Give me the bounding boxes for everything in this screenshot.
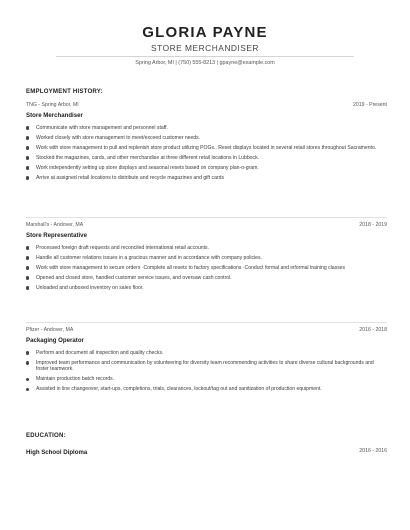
job-bullets bbox=[26, 245, 387, 291]
education-degree: High School Diploma bbox=[26, 449, 88, 456]
bullet-icon bbox=[26, 286, 29, 289]
bullet-item: Improved team performance and communication by volunteering for diversity team recommending activities to share diverse cultural backgrounds and foster teamwork. bbox=[26, 360, 387, 373]
candidate-title: STORE MERCHANDISER bbox=[151, 43, 259, 53]
bullet-icon bbox=[26, 378, 29, 381]
bullet-icon bbox=[26, 126, 29, 129]
bullet-icon bbox=[26, 146, 29, 149]
job-entry-pfizer bbox=[26, 327, 387, 396]
job-bullets bbox=[26, 350, 387, 393]
job-dates: 2018 - 2019 bbox=[359, 222, 387, 228]
bullet-icon bbox=[26, 266, 29, 269]
job-company: TNG - Spring Arbor, MI bbox=[26, 102, 79, 108]
job-company: Pfizer - Andover, MA bbox=[26, 327, 74, 333]
job-role: Packaging Operator bbox=[26, 337, 84, 344]
job-role: Store Merchandiser bbox=[26, 112, 83, 119]
bullet-item: Work independently setting up store displays and seasonal resets based on company plan-o-gram. bbox=[26, 165, 387, 171]
education-entry bbox=[26, 449, 387, 461]
bullet-icon bbox=[26, 166, 29, 169]
bullet-icon bbox=[26, 256, 29, 259]
bullet-icon bbox=[26, 176, 29, 179]
bullet-icon bbox=[26, 388, 29, 391]
bullet-icon bbox=[26, 361, 29, 364]
job-divider bbox=[26, 217, 387, 218]
job-entry-marshalls bbox=[26, 222, 387, 295]
bullet-icon bbox=[26, 136, 29, 139]
job-company: Marshall's - Andover, MA bbox=[26, 222, 84, 228]
job-role: Store Representative bbox=[26, 232, 87, 239]
bullet-item: Communicate with store management and personnel staff. bbox=[26, 125, 387, 131]
bullet-item: Processed foreign draft requests and reconciled international retail accounts. bbox=[26, 245, 387, 251]
education-heading: EDUCATION: bbox=[26, 432, 66, 439]
bullet-item: Worked closely with store management to meet/exceed customer needs. bbox=[26, 135, 387, 141]
employment-heading: EMPLOYMENT HISTORY: bbox=[26, 88, 103, 95]
job-bullets bbox=[26, 125, 387, 181]
bullet-item: Perform and document all inspection and quality checks. bbox=[26, 350, 387, 356]
bullet-item: Maintain production batch records. bbox=[26, 376, 387, 382]
bullet-item: Work with store management to pull and replenish store product utilizing POGs.. Reset displays located in several retail stores throughout Sacramento. bbox=[26, 145, 387, 151]
bullet-item: Stocked the magazines, cards, and other merchandise at three different retail locations in Lubbock. bbox=[26, 155, 387, 161]
education-dates: 2016 - 2016 bbox=[359, 448, 387, 454]
bullet-icon bbox=[26, 276, 29, 279]
bullet-item: Assisted in line changeover, start-ups, completions, trials, clearances, lockout/tag out and sanitization of production equipment. bbox=[26, 386, 387, 392]
header-divider bbox=[56, 56, 354, 57]
contact-line: Spring Arbor, MI | (750) 555-8213 | gpayne@example.com bbox=[135, 60, 275, 66]
bullet-item: Work with store management to secure orders ·Complete all resets to factory specifications ·Conduct formal and informal training classes bbox=[26, 265, 387, 271]
candidate-name: GLORIA PAYNE bbox=[142, 24, 268, 41]
job-dates: 2019 - Present bbox=[352, 102, 387, 108]
job-divider bbox=[26, 322, 387, 323]
bullet-icon bbox=[26, 156, 29, 159]
bullet-icon bbox=[26, 246, 29, 249]
bullet-item: Opened and closed store, handled customer service issues, and oversaw cash control. bbox=[26, 275, 387, 281]
bullet-item: Handle all customer relations issues in a gracious manner and in accordance with company policies. bbox=[26, 255, 387, 261]
bullet-item: Arrive at assigned retail locations to distribute and recycle magazines and gift cards bbox=[26, 175, 387, 181]
bullet-item: Unloaded and unboxed inventory on sales floor. bbox=[26, 285, 387, 291]
bullet-icon bbox=[26, 351, 29, 354]
job-dates: 2016 - 2018 bbox=[359, 327, 387, 333]
job-entry-tng bbox=[26, 102, 387, 185]
